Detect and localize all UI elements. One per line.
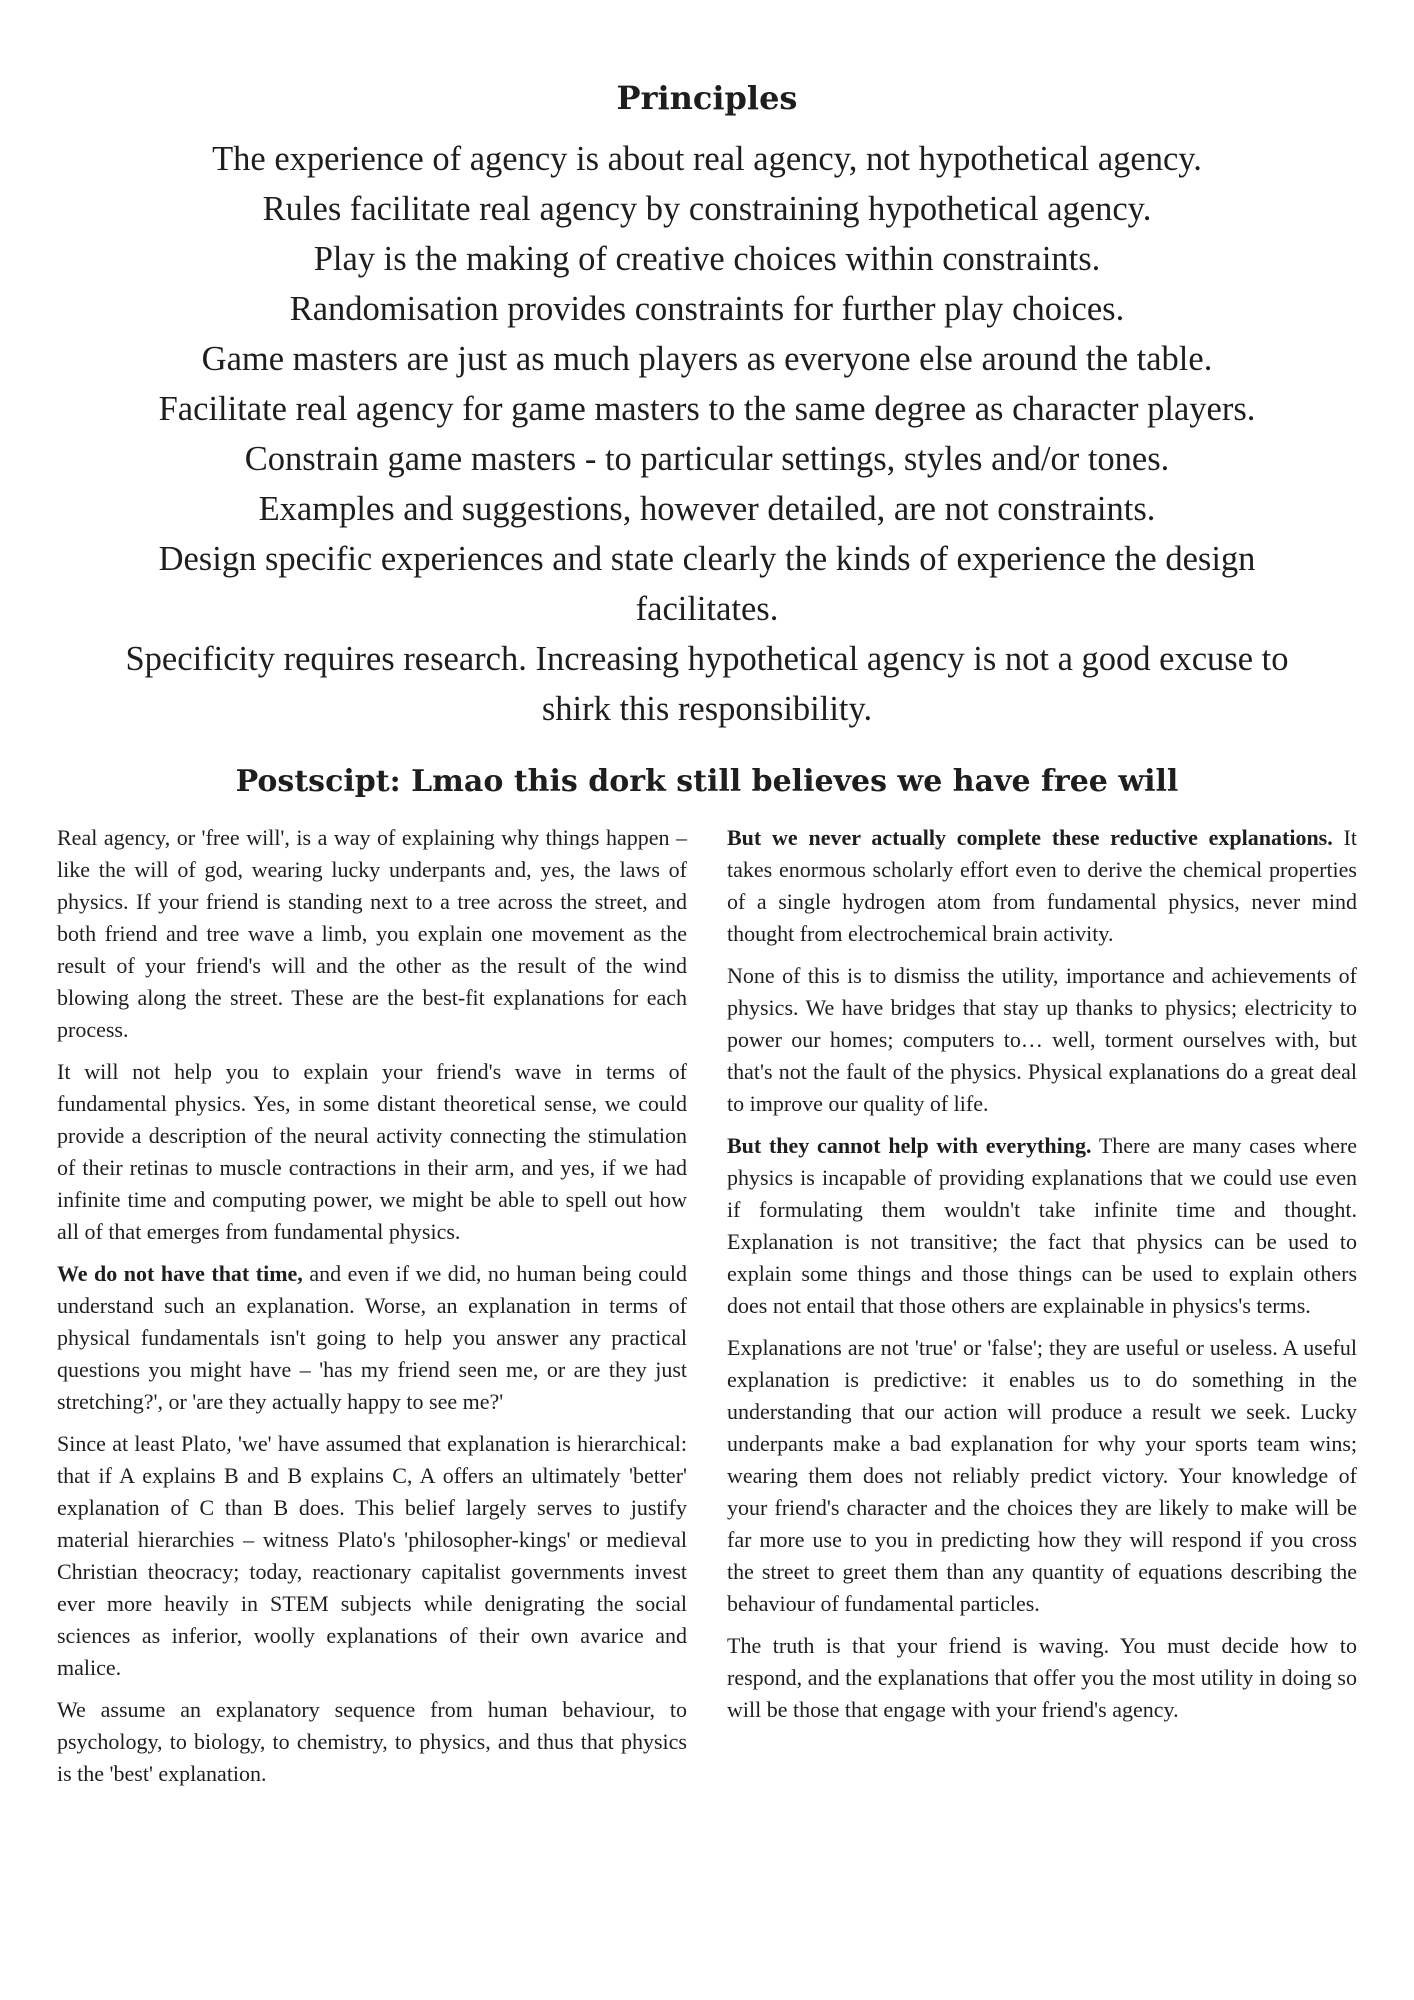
principle-item: Game masters are just as much players as everyone else around the table. — [201, 340, 1213, 378]
principle-item: Specificity requires research. Increasing hypothetical agency is not a good excuse to shirk this responsibility. — [125, 640, 1289, 728]
paragraph-text: It will not help you to explain your friend's wave in terms of fundamental physics. Yes, in some distant theoretical sense, we could provide a description of the neural activity connecting the stimulation of their retinas to muscle contractions in their arm, and yes, if we had infinite time and computing power, we might be able to spell out how all of that emerges from fundamental physics. — [57, 1059, 687, 1244]
paragraph-text: Since at least Plato, 'we' have assumed that explanation is hierarchical: that if A explains B and B explains C, A offers an ultimately 'better' explanation of C than B does. This belief largely serves to justify material hierarchies – witness Plato's 'philosopher-kings' or medieval Christian theocracy; today, reactionary capitalist governments invest ever more heavily in STEM subjects while denigrating the social sciences as inferior, woolly explanations of their own avarice and malice. — [57, 1431, 687, 1680]
principle-item: Randomisation provides constraints for further play choices. — [289, 290, 1125, 328]
principles-list — [90, 134, 1324, 734]
body-paragraph — [57, 1428, 687, 1684]
paragraph-text: and even if we did, no human being could understand such an explanation. Worse, an explanation in terms of physical fundamentals isn't going to help you answer any practical questions you might have – 'has my friend seen me, or are they just stretching?', or 'are they actually happy to see me?' — [57, 1261, 688, 1414]
postscript-left-column — [57, 822, 687, 1800]
principle-item: The experience of agency is about real agency, not hypothetical agency. — [212, 140, 1202, 178]
paragraph-text: Explanations are not 'true' or 'false'; they are useful or useless. A useful explanation is predictive: it enables us to do something in the understanding that our action will produce a result we seek. Lucky underpants make a bad explanation for why your sports team wins; wearing them does not reliably predict victory. Your knowledge of your friend's character and the choices they are likely to make will be far more use to you in predicting how they will respond if you cross the street to greet them than any quantity of equations describing the behaviour of fundamental particles. — [727, 1335, 1357, 1616]
body-paragraph — [57, 822, 687, 1046]
body-paragraph — [727, 822, 1357, 950]
paragraph-text: We assume an explanatory sequence from human behaviour, to psychology, to biology, to chemistry, to physics, and thus that physics is the 'best' explanation. — [57, 1697, 687, 1786]
paragraph-lead: But they cannot help with everything. — [727, 1133, 1092, 1158]
paragraph-text: The truth is that your friend is waving. You must decide how to respond, and the explanations that offer you the most utility in doing so will be those that engage with your friend's agency. — [727, 1633, 1357, 1722]
body-paragraph — [57, 1056, 687, 1248]
principle-item: Constrain game masters - to particular settings, styles and/or tones. — [244, 440, 1170, 478]
body-paragraph — [727, 960, 1357, 1120]
paragraph-text: None of this is to dismiss the utility, importance and achievements of physics. We have bridges that stay up thanks to physics; electricity to power our homes; computers to… well, torment ourselves with, but that's not the fault of the physics. Physical explanations do a great deal to improve our quality of life. — [727, 963, 1357, 1116]
principles-heading: Principles — [616, 79, 798, 117]
body-paragraph — [727, 1630, 1357, 1726]
paragraph-text: There are many cases where physics is incapable of providing explanations that we could use even if formulating them wouldn't take infinite time and thought. Explanation is not transitive; the fact that physics can be used to explain some things and those things can be used to explain others does not entail that those others are explainable in physics's terms. — [727, 1133, 1357, 1318]
principle-item: Examples and suggestions, however detailed, are not constraints. — [258, 490, 1156, 528]
postscript-heading: Postscipt: Lmao this dork still believes we have free will — [235, 764, 1179, 799]
postscript-right-column — [727, 822, 1357, 1736]
body-paragraph — [57, 1258, 687, 1418]
body-paragraph — [57, 1694, 687, 1790]
principle-item: Facilitate real agency for game masters to the same degree as character players. — [158, 390, 1256, 428]
principle-item: Design specific experiences and state clearly the kinds of experience the design facilitates. — [158, 540, 1256, 628]
paragraph-text: Real agency, or 'free will', is a way of explaining why things happen – like the will of god, wearing lucky underpants and, yes, the laws of physics. If your friend is standing next to a tree across the street, and both friend and tree wave a limb, you explain one movement as the result of your friend's will and the other as the result of the wind blowing along the street. These are the best-fit explanations for each process. — [57, 825, 687, 1042]
principle-item: Rules facilitate real agency by constraining hypothetical agency. — [262, 190, 1152, 228]
paragraph-text: It takes enormous scholarly effort even to derive the chemical properties of a single hydrogen atom from fundamental physics, never mind thought from electrochemical brain activity. — [727, 825, 1357, 946]
paragraph-lead: We do not have that time, — [57, 1261, 303, 1286]
principle-item: Play is the making of creative choices within constraints. — [313, 240, 1101, 278]
body-paragraph — [727, 1332, 1357, 1620]
paragraph-lead: But we never actually complete these reductive explanations. — [727, 825, 1333, 850]
body-paragraph — [727, 1130, 1357, 1322]
